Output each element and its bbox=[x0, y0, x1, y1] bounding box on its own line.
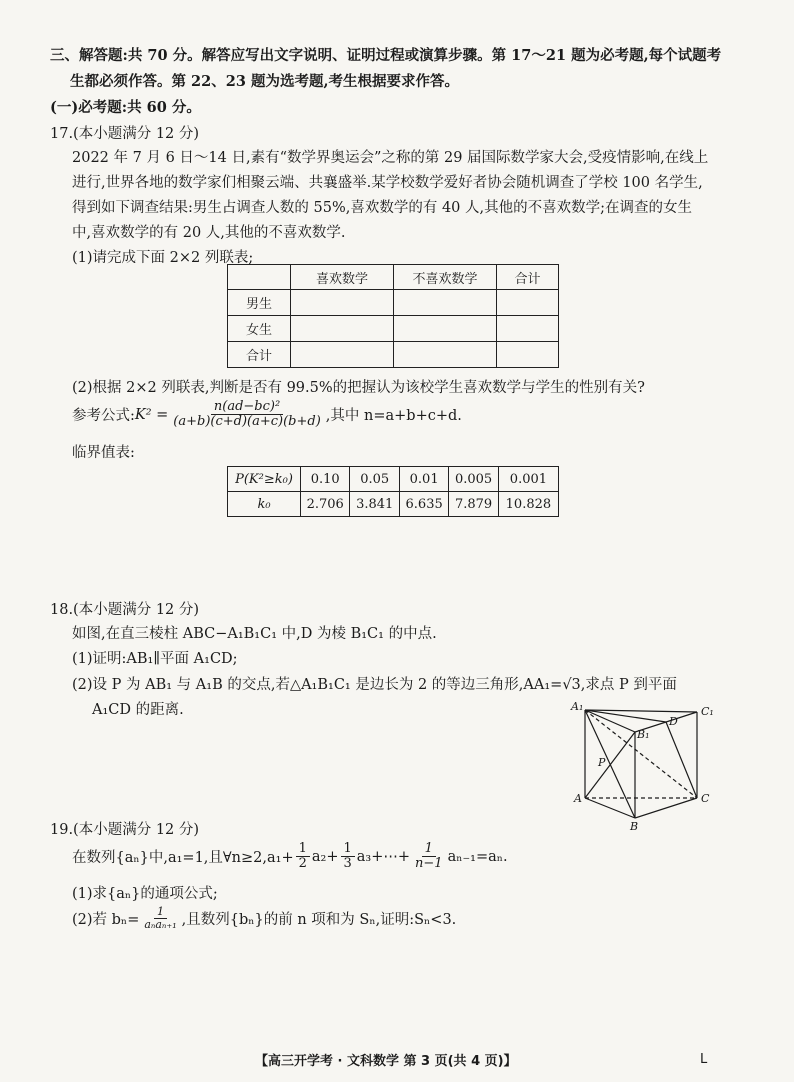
critical-cell: 0.10 bbox=[301, 467, 350, 492]
label-c: C bbox=[701, 792, 710, 805]
critical-row-label: k₀ bbox=[228, 492, 301, 517]
q19-part2-post: ,且数列{bₙ}的前 n 项和为 Sₙ,证明:Sₙ<3. bbox=[181, 912, 457, 929]
section-required: (一)必考题:共 60 分。 bbox=[50, 99, 201, 116]
edge-bc bbox=[635, 798, 697, 818]
q18-line1: 如图,在直三棱柱 ABC−A₁B₁C₁ 中,D 为棱 B₁C₁ 的中点. bbox=[72, 626, 437, 642]
table-cell bbox=[497, 290, 559, 316]
q19-line1-pre: 在数列{aₙ}中,a₁=1,且∀n≥2,a₁+ bbox=[72, 850, 294, 867]
table-row-label: 合计 bbox=[228, 342, 291, 368]
q17-line: 2022 年 7 月 6 日～14 日,素有“数学界奥运会”之称的第 29 届国际数学家大会,受疫情影响,在线上 bbox=[72, 150, 709, 166]
table-row-label: 男生 bbox=[228, 290, 291, 316]
table-header-cell: 合计 bbox=[497, 265, 559, 290]
q17-number: 17.(本小题满分 12 分) bbox=[50, 126, 200, 142]
table-row-label: 女生 bbox=[228, 316, 291, 342]
q17-part2: (2)根据 2×2 列联表,判断是否有 99.5%的把握认为该校学生喜欢数学与学生的性别有关? bbox=[72, 380, 645, 396]
critical-label: 临界值表: bbox=[72, 445, 135, 461]
q17-line: 得到如下调查结果:男生占调查人数的 55%,喜欢数学的有 40 人,其他的不喜欢数学;在调查的女生 bbox=[72, 200, 692, 216]
page-mark: L bbox=[700, 1052, 708, 1067]
q19-line1-end: aₙ₋₁=aₙ. bbox=[447, 848, 508, 865]
table-cell bbox=[394, 342, 497, 368]
label-d: D bbox=[669, 715, 678, 728]
formula-fraction bbox=[170, 400, 324, 430]
critical-cell: 0.01 bbox=[399, 467, 448, 492]
section-heading-line2: 生都必须作答。第 22、23 题为选考题,考生根据要求作答。 bbox=[70, 73, 459, 90]
label-b1: B₁ bbox=[637, 728, 650, 741]
q18-part2-line1: (2)设 P 为 AB₁ 与 A₁B 的交点,若△A₁B₁C₁ 是边长为 2 的等边三角形,AA₁=√3,求点 P 到平面 bbox=[72, 677, 677, 693]
q19-line1-mid2: a₃+⋯+ bbox=[356, 848, 411, 865]
label-a: A bbox=[574, 792, 582, 805]
formula-prefix: 参考公式: bbox=[72, 408, 135, 425]
table-cell bbox=[291, 316, 394, 342]
q19-part2-pre: (2)若 bₙ= bbox=[72, 912, 140, 929]
frac-num: 1 bbox=[341, 842, 355, 857]
frac-den: 2 bbox=[298, 856, 307, 872]
label-p: P bbox=[598, 756, 606, 769]
critical-cell: 0.05 bbox=[350, 467, 399, 492]
table-cell bbox=[394, 290, 497, 316]
critical-row-label: P(K²≥k₀) bbox=[228, 467, 301, 492]
frac-num: 1 bbox=[296, 842, 310, 857]
line-a1c bbox=[585, 710, 697, 798]
label-c1: C₁ bbox=[701, 705, 714, 718]
formula-numerator: n(ad−bc)² bbox=[211, 400, 283, 415]
table-header-cell bbox=[228, 265, 291, 290]
critical-cell: 6.635 bbox=[399, 492, 448, 517]
critical-cell: 10.828 bbox=[498, 492, 558, 517]
table-cell bbox=[497, 342, 559, 368]
frac-third bbox=[341, 842, 355, 872]
label-b: B bbox=[630, 820, 639, 832]
frac-half bbox=[296, 842, 310, 872]
q19-part2 bbox=[72, 906, 456, 931]
table-cell bbox=[394, 316, 497, 342]
line-dc bbox=[666, 722, 697, 798]
q19-part1: (1)求{aₙ}的通项公式; bbox=[72, 886, 218, 902]
table-header-cell: 喜欢数学 bbox=[291, 265, 394, 290]
frac-den: 3 bbox=[343, 856, 352, 872]
critical-cell: 3.841 bbox=[350, 492, 399, 517]
table-cell bbox=[497, 316, 559, 342]
frac-num: 1 bbox=[154, 906, 167, 919]
critical-table bbox=[227, 466, 559, 517]
critical-cell: 2.706 bbox=[301, 492, 350, 517]
line-a1b bbox=[585, 710, 635, 818]
formula bbox=[72, 400, 462, 430]
q17-line: 进行,世界各地的数学家们相聚云端、共襄盛举.某学校数学爱好者协会随机调查了学校 100 名学生, bbox=[72, 175, 703, 191]
frac-n bbox=[412, 842, 446, 872]
edge-a1c1 bbox=[585, 710, 697, 712]
critical-cell: 0.001 bbox=[498, 467, 558, 492]
q19-number: 19.(本小题满分 12 分) bbox=[50, 822, 200, 838]
critical-cell: 7.879 bbox=[449, 492, 498, 517]
frac-bn bbox=[141, 906, 179, 931]
table-cell bbox=[291, 342, 394, 368]
table-header-cell: 不喜欢数学 bbox=[394, 265, 497, 290]
formula-denominator: (a+b)(c+d)(a+c)(b+d) bbox=[173, 414, 321, 430]
critical-cell: 0.005 bbox=[449, 467, 498, 492]
q19-line1 bbox=[72, 842, 508, 872]
page-footer: 【高三开学考 · 文科数学 第 3 页(共 4 页)】 bbox=[255, 1054, 517, 1069]
table-cell bbox=[291, 290, 394, 316]
frac-den: aₙaₙ₊₁ bbox=[144, 918, 177, 932]
frac-den: n−1 bbox=[415, 856, 443, 872]
contingency-table bbox=[227, 264, 559, 368]
q17-line: 中,喜欢数学的有 20 人,其他的不喜欢数学. bbox=[72, 225, 346, 241]
section-heading-line1: 三、解答题:共 70 分。解答应写出文字说明、证明过程或演算步骤。第 17～21 题为必考题,每个试题考 bbox=[50, 47, 722, 64]
q18-number: 18.(本小题满分 12 分) bbox=[50, 602, 200, 618]
frac-num: 1 bbox=[422, 842, 436, 857]
formula-lhs: K² = bbox=[134, 406, 169, 423]
prism-figure bbox=[565, 698, 725, 832]
q19-line1-mid1: a₂+ bbox=[311, 848, 339, 865]
formula-suffix: ,其中 n=a+b+c+d. bbox=[325, 408, 462, 425]
q17-part1: (1)请完成下面 2×2 列联表; bbox=[72, 250, 254, 266]
q18-part2-line2: A₁CD 的距离. bbox=[92, 702, 184, 718]
label-a1: A₁ bbox=[571, 700, 584, 713]
q18-part1: (1)证明:AB₁∥平面 A₁CD; bbox=[72, 651, 238, 667]
